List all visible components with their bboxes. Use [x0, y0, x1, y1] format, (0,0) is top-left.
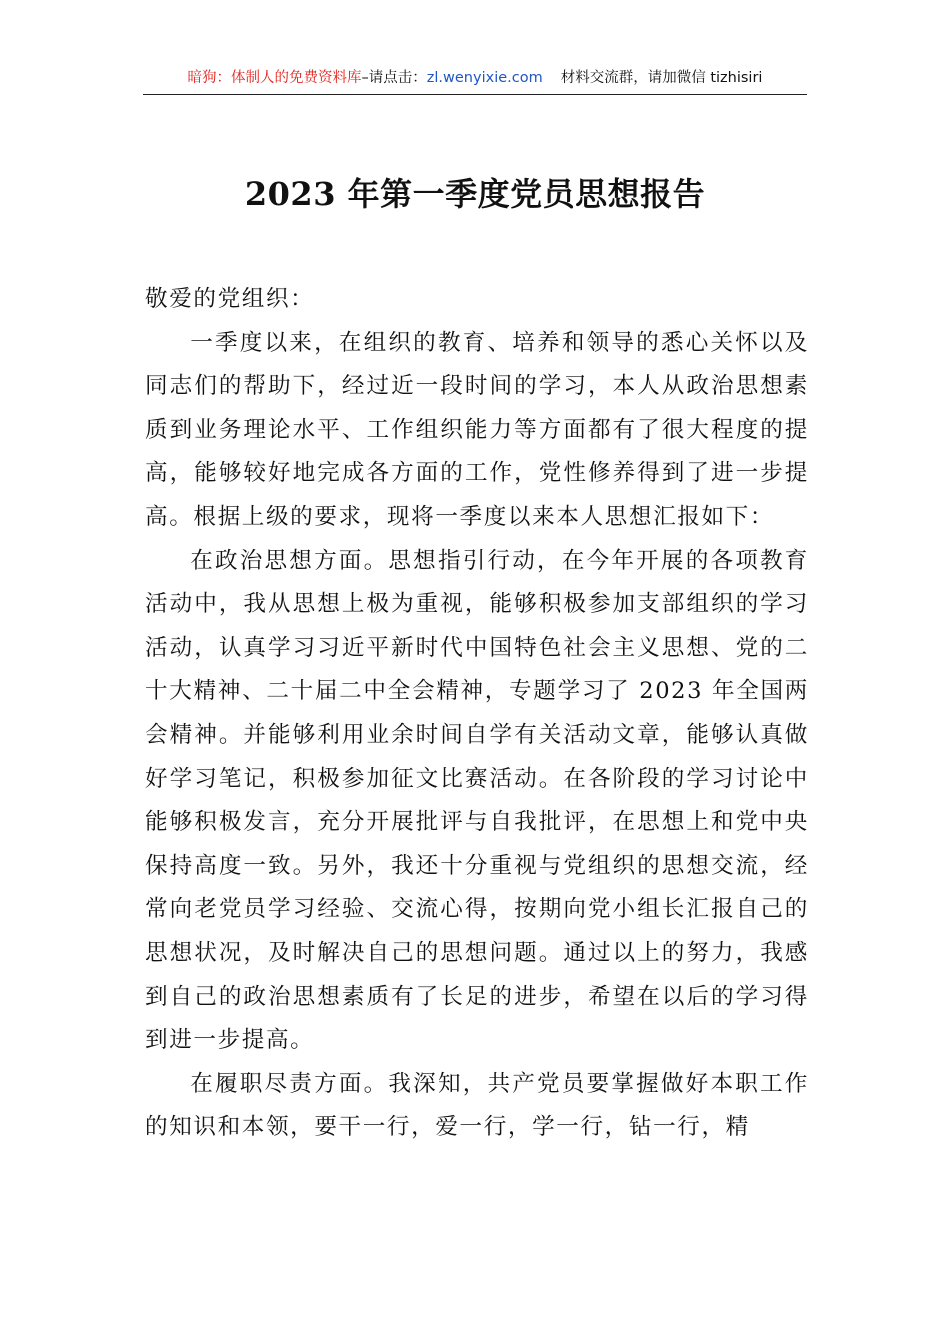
salutation: 敬爱的党组织： — [145, 286, 315, 312]
paragraph-intro: 一季度以来，在组织的教育、培养和领导的悉心关怀以及同志们的帮助下，经过近一段时间的学习，本人从政治思想素质到业务理论水平、工作组织能力等方面都有了很大程度的提高，能够较好地完成各方面的工作，党性修养得到了进一步提高。根据上级的要求，现将一季度以来本人思想汇报如下： — [145, 329, 809, 530]
header-prompt: –请点击： — [361, 70, 427, 86]
document-body — [145, 278, 809, 1150]
page-header — [143, 66, 807, 95]
paragraph-duty-performance: 在履职尽责方面。我深知，共产党员要掌握做好本职工作的知识和本领，要干一行，爱一行，学一行，钻一行，精 — [145, 1070, 809, 1141]
header-url-link[interactable]: zl.wenyixie.com — [426, 70, 543, 86]
header-contact: 材料交流群，请加微信 tizhisiri — [560, 70, 763, 86]
header-brand: 暗狗：体制人的免费资料库 — [187, 70, 362, 86]
paragraph-political-thought: 在政治思想方面。思想指引行动，在今年开展的各项教育活动中，我从思想上极为重视，能够积极参加支部组织的学习活动，认真学习习近平新时代中国特色社会主义思想、党的二十大精神、二十届二中全会精神，专题学习了 2023 年全国两会精神。并能够利用业余时间自学有关活动文章，能够认真做好学习笔记，积极参加征文比赛活动。在各阶段的学习讨论中能够积极发言，充分开展批评与自我批评，在思想上和党中央保持高度一致。另外，我还十分重视与党组织的思想交流，经常向老党员学习经验、交流心得，按期向党小组长汇报自己的思想状况，及时解决自己的思想问题。通过以上的努力，我感到自己的政治思想素质有了长足的进步，希望在以后的学习得到进一步提高。 — [145, 547, 809, 1054]
document-title: 2023 年第一季度党员思想报告 — [244, 175, 706, 213]
